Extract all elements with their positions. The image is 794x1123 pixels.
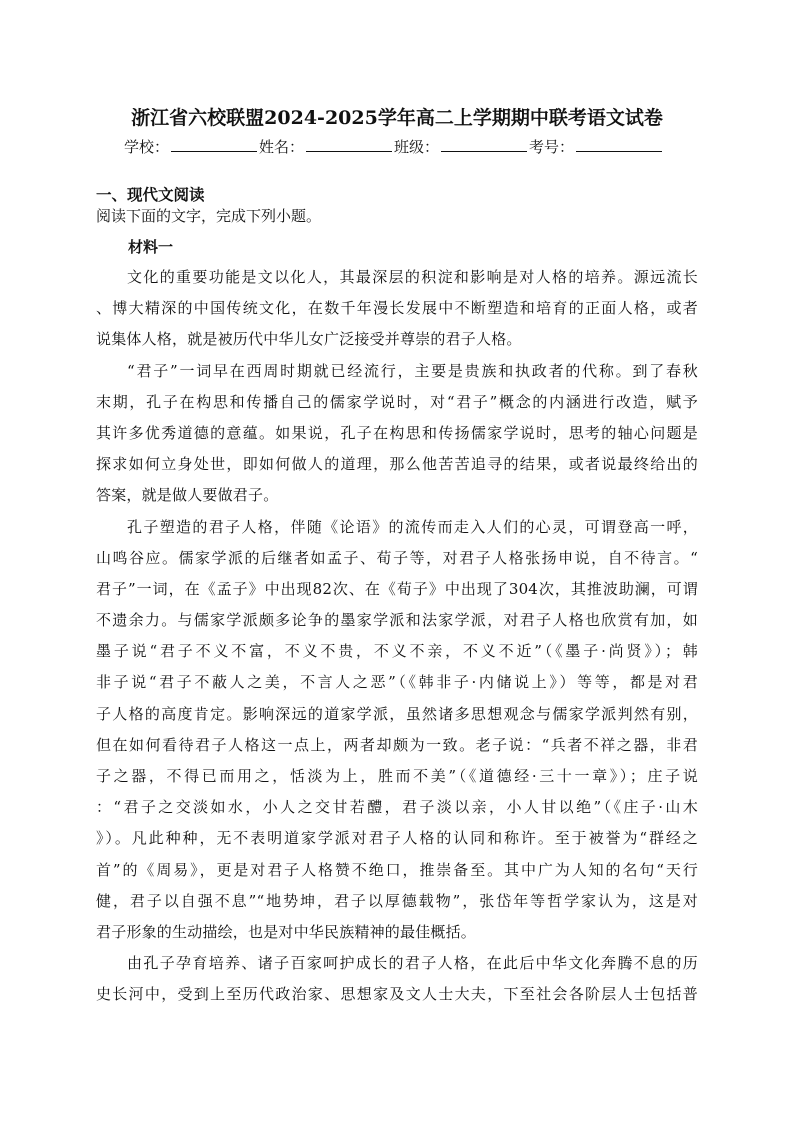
instruction-text: 阅读下面的文字，完成下列小题。 xyxy=(96,207,322,225)
passage-line: 史长河中，受到上至历代政治家、思想家及文人士大夫，下至社会各阶层人士包括普 xyxy=(96,985,698,1004)
passage-line: 首”的《周易》，更是对君子人格赞不绝口，推崇备至。其中广为人知的名句“天行 xyxy=(96,860,698,879)
passage-line: 不遗余力。与儒家学派颇多论争的墨家学派和法家学派，对君子人格也欣赏有加，如 xyxy=(96,611,698,630)
passage-line: 由孔子孕育培养、诸子百家呵护成长的君子人格，在此后中华文化奔腾不息的历 xyxy=(127,954,698,973)
section-heading: 一、现代文阅读 xyxy=(96,186,205,204)
passage-line: 其许多优秀道德的意蕴。如果说，孔子在构思和传扬儒家学说时，思考的轴心问题是 xyxy=(96,423,698,442)
passage-line: 君子”一词，在《孟子》中出现82次、在《荀子》中出现了304次，其推波助澜，可谓 xyxy=(96,579,698,598)
passage-line: 》）。凡此种种，无不表明道家学派对君子人格的认同和称许。至于被誉为“群经之 xyxy=(96,829,698,848)
passage-line: 非子说“君子不蔽人之美，不言人之恶”（《韩非子·内储说上》）等等，都是对君 xyxy=(96,673,698,692)
passage-line: 、博大精深的中国传统文化，在数千年漫长发展中不断塑造和培育的正面人格，或者 xyxy=(96,299,698,318)
class-blank xyxy=(441,137,527,152)
student-info-line xyxy=(124,136,664,157)
passage-line: 君子形象的生动描绘，也是对中华民族精神的最佳概括。 xyxy=(96,922,477,941)
passage-line: 子之器，不得已而用之，恬淡为上，胜而不美”（《道德经·三十一章》）；庄子说 xyxy=(96,767,698,785)
name-blank xyxy=(306,137,392,152)
exam-number-label: 考号： xyxy=(529,138,575,156)
school-label: 学校： xyxy=(124,138,170,156)
passage-line: 山鸣谷应。儒家学派的后继者如孟子、荀子等，对君子人格张扬申说，自不待言。“ xyxy=(96,548,698,567)
passage-line: 答案，就是做人要做君子。 xyxy=(96,486,279,505)
exam-number-blank xyxy=(576,137,662,152)
passage-line: ：“君子之交淡如水，小人之交甘若醴，君子淡以亲，小人甘以绝”（《庄子·山木 xyxy=(96,798,698,817)
passage-line: 墨子说“君子不义不富，不义不贵，不义不亲，不义不近”（《墨子·尚贤》）；韩 xyxy=(96,642,698,661)
exam-title: 浙江省六校联盟2024-2025学年高二上学期期中联考语文试卷 xyxy=(131,107,663,129)
passage-line: 但在如何看待君子人格这一点上，两者却颇为一致。老子说：“兵者不祥之器，非君 xyxy=(96,735,698,754)
passage-line: 健，君子以自强不息”“地势坤，君子以厚德载物”，张岱年等哲学家认为，这是对 xyxy=(96,891,698,910)
class-label: 班级： xyxy=(394,138,440,156)
passage-line: 孔子塑造的君子人格，伴随《论语》的流传而走入人们的心灵，可谓登高一呼， xyxy=(127,517,698,536)
passage-line: 文化的重要功能是文以化人，其最深层的积淀和影响是对人格的培养。源远流长 xyxy=(127,268,698,286)
passage-body xyxy=(96,262,698,1011)
passage-line: 说集体人格，就是被历代中华儿女广泛接受并尊崇的君子人格。 xyxy=(96,330,522,349)
passage-line: 探求如何立身处世，即如何做人的道理，那么他苦苦追寻的结果，或者说最终给出的 xyxy=(96,455,698,474)
material-label: 材料一 xyxy=(128,238,174,256)
passage-line: 末期，孔子在构思和传播自己的儒家学说时，对“君子”概念的内涵进行改造，赋予 xyxy=(96,392,698,411)
school-blank xyxy=(171,137,257,152)
passage-line: “君子”一词早在西周时期就已经流行，主要是贵族和执政者的代称。到了春秋 xyxy=(127,361,698,380)
name-label: 姓名： xyxy=(259,138,305,156)
passage-line: 子人格的高度肯定。影响深远的道家学派，虽然诸多思想观念与儒家学派判然有别， xyxy=(96,704,698,723)
